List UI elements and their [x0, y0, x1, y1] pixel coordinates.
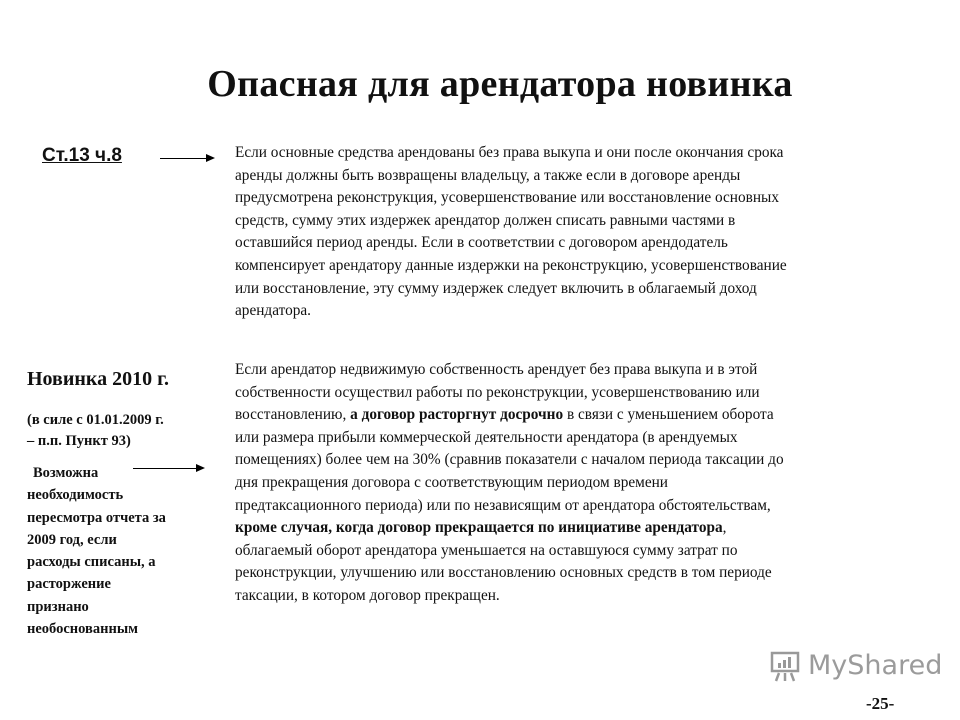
text-line [235, 472, 784, 495]
text-line [235, 427, 784, 450]
note-line: необходимость [27, 487, 124, 504]
text-line [235, 382, 784, 405]
note-line: 2009 год, если [27, 531, 117, 548]
text-segment: арендатора. [235, 302, 311, 320]
text-segment: Если арендатор недвижимую собственность арендует без права выкупа и в этой [235, 361, 758, 378]
bold-text: кроме случая, когда договор прекращается по инициативе арендатора [235, 519, 723, 537]
arrow-right-icon [160, 158, 213, 159]
text-line [235, 300, 787, 323]
text-segment: в связи с уменьшением оборота [563, 406, 774, 424]
text-line [235, 278, 787, 301]
note-line: Возможна [33, 465, 99, 481]
text-segment: или восстановление, эту сумму издержек следует включить в облагаемый доход [235, 279, 757, 297]
watermark-text: MyShared [808, 650, 943, 681]
page-number: -25- [866, 694, 895, 713]
arrow-right-icon [133, 468, 203, 469]
text-line [235, 495, 784, 518]
text-segment: , [722, 519, 727, 537]
text-segment: таксации, в котором договор прекращен. [235, 586, 500, 604]
note-line: пересмотра отчета за [27, 509, 166, 526]
bold-text: а договор расторгнут досрочно [350, 406, 564, 424]
text-line [235, 449, 784, 472]
text-line [235, 232, 787, 255]
text-line [235, 255, 787, 278]
note-line: необоснованным [27, 621, 139, 638]
text-segment: предтаксационного периода) или по независящим от арендатора обстоятельствам, [235, 496, 771, 514]
text-segment: облагаемый оборот арендатора уменьшается на оставшуюся сумму затрат по [235, 541, 738, 559]
paragraph-point-93 [235, 359, 784, 608]
text-segment: дня прекращения договора с соответствующим периодом времени [235, 473, 668, 491]
text-line [235, 404, 784, 427]
text-segment: реконструкции, улучшению или восстановлению основных средств в том периоде [235, 564, 772, 582]
in-force-line: (в силе с 01.01.2009 г. [27, 412, 164, 428]
text-segment: или размера прибыли коммерческой деятельности арендатора (в арендуемых [235, 428, 738, 446]
text-line [235, 142, 787, 165]
note-line: признано [27, 598, 89, 615]
in-force-note [27, 410, 164, 452]
text-line [235, 562, 784, 585]
text-line [235, 210, 787, 233]
article-reference: Ст.13 ч.8 [42, 145, 122, 166]
text-segment: оставшийся период аренды. Если в соответствии с договором арендодатель [235, 234, 728, 252]
presentation-icon [768, 649, 802, 683]
text-segment: средств, сумму этих издержек арендатор должен списать равными частями в [235, 211, 736, 229]
text-segment: восстановлению, [235, 406, 351, 424]
text-line [235, 187, 787, 210]
text-segment: компенсирует арендатору данные издержки на реконструкцию, усовершенствование [235, 256, 787, 274]
revision-note [27, 462, 166, 640]
text-segment: аренды должны быть возвращены владельцу, а также если в договоре аренды [235, 166, 741, 184]
slide-title: Опасная для арендатора новинка [207, 63, 793, 105]
text-line [235, 359, 784, 382]
note-line: расторжение [27, 576, 111, 593]
text-line [235, 165, 787, 188]
text-segment: собственности осуществил работы по реконструкции, усовершенствованию или [235, 383, 760, 401]
text-segment: Если основные средства арендованы без права выкупа и они после окончания срока [235, 144, 784, 161]
text-line [235, 540, 784, 563]
text-line [235, 585, 784, 608]
text-line [235, 517, 784, 540]
note-line: расходы списаны, а [27, 554, 156, 571]
new-2010-heading: Новинка 2010 г. [27, 368, 169, 390]
watermark-logo [768, 648, 942, 684]
paragraph-article-13 [235, 142, 787, 323]
text-segment: помещениях) более чем на 30% (сравнив показатели с началом периода таксации до [235, 451, 784, 469]
text-segment: предусмотрена реконструкция, усовершенствование или восстановление основных [235, 189, 779, 207]
in-force-line: – п.п. Пункт 93) [27, 433, 131, 449]
